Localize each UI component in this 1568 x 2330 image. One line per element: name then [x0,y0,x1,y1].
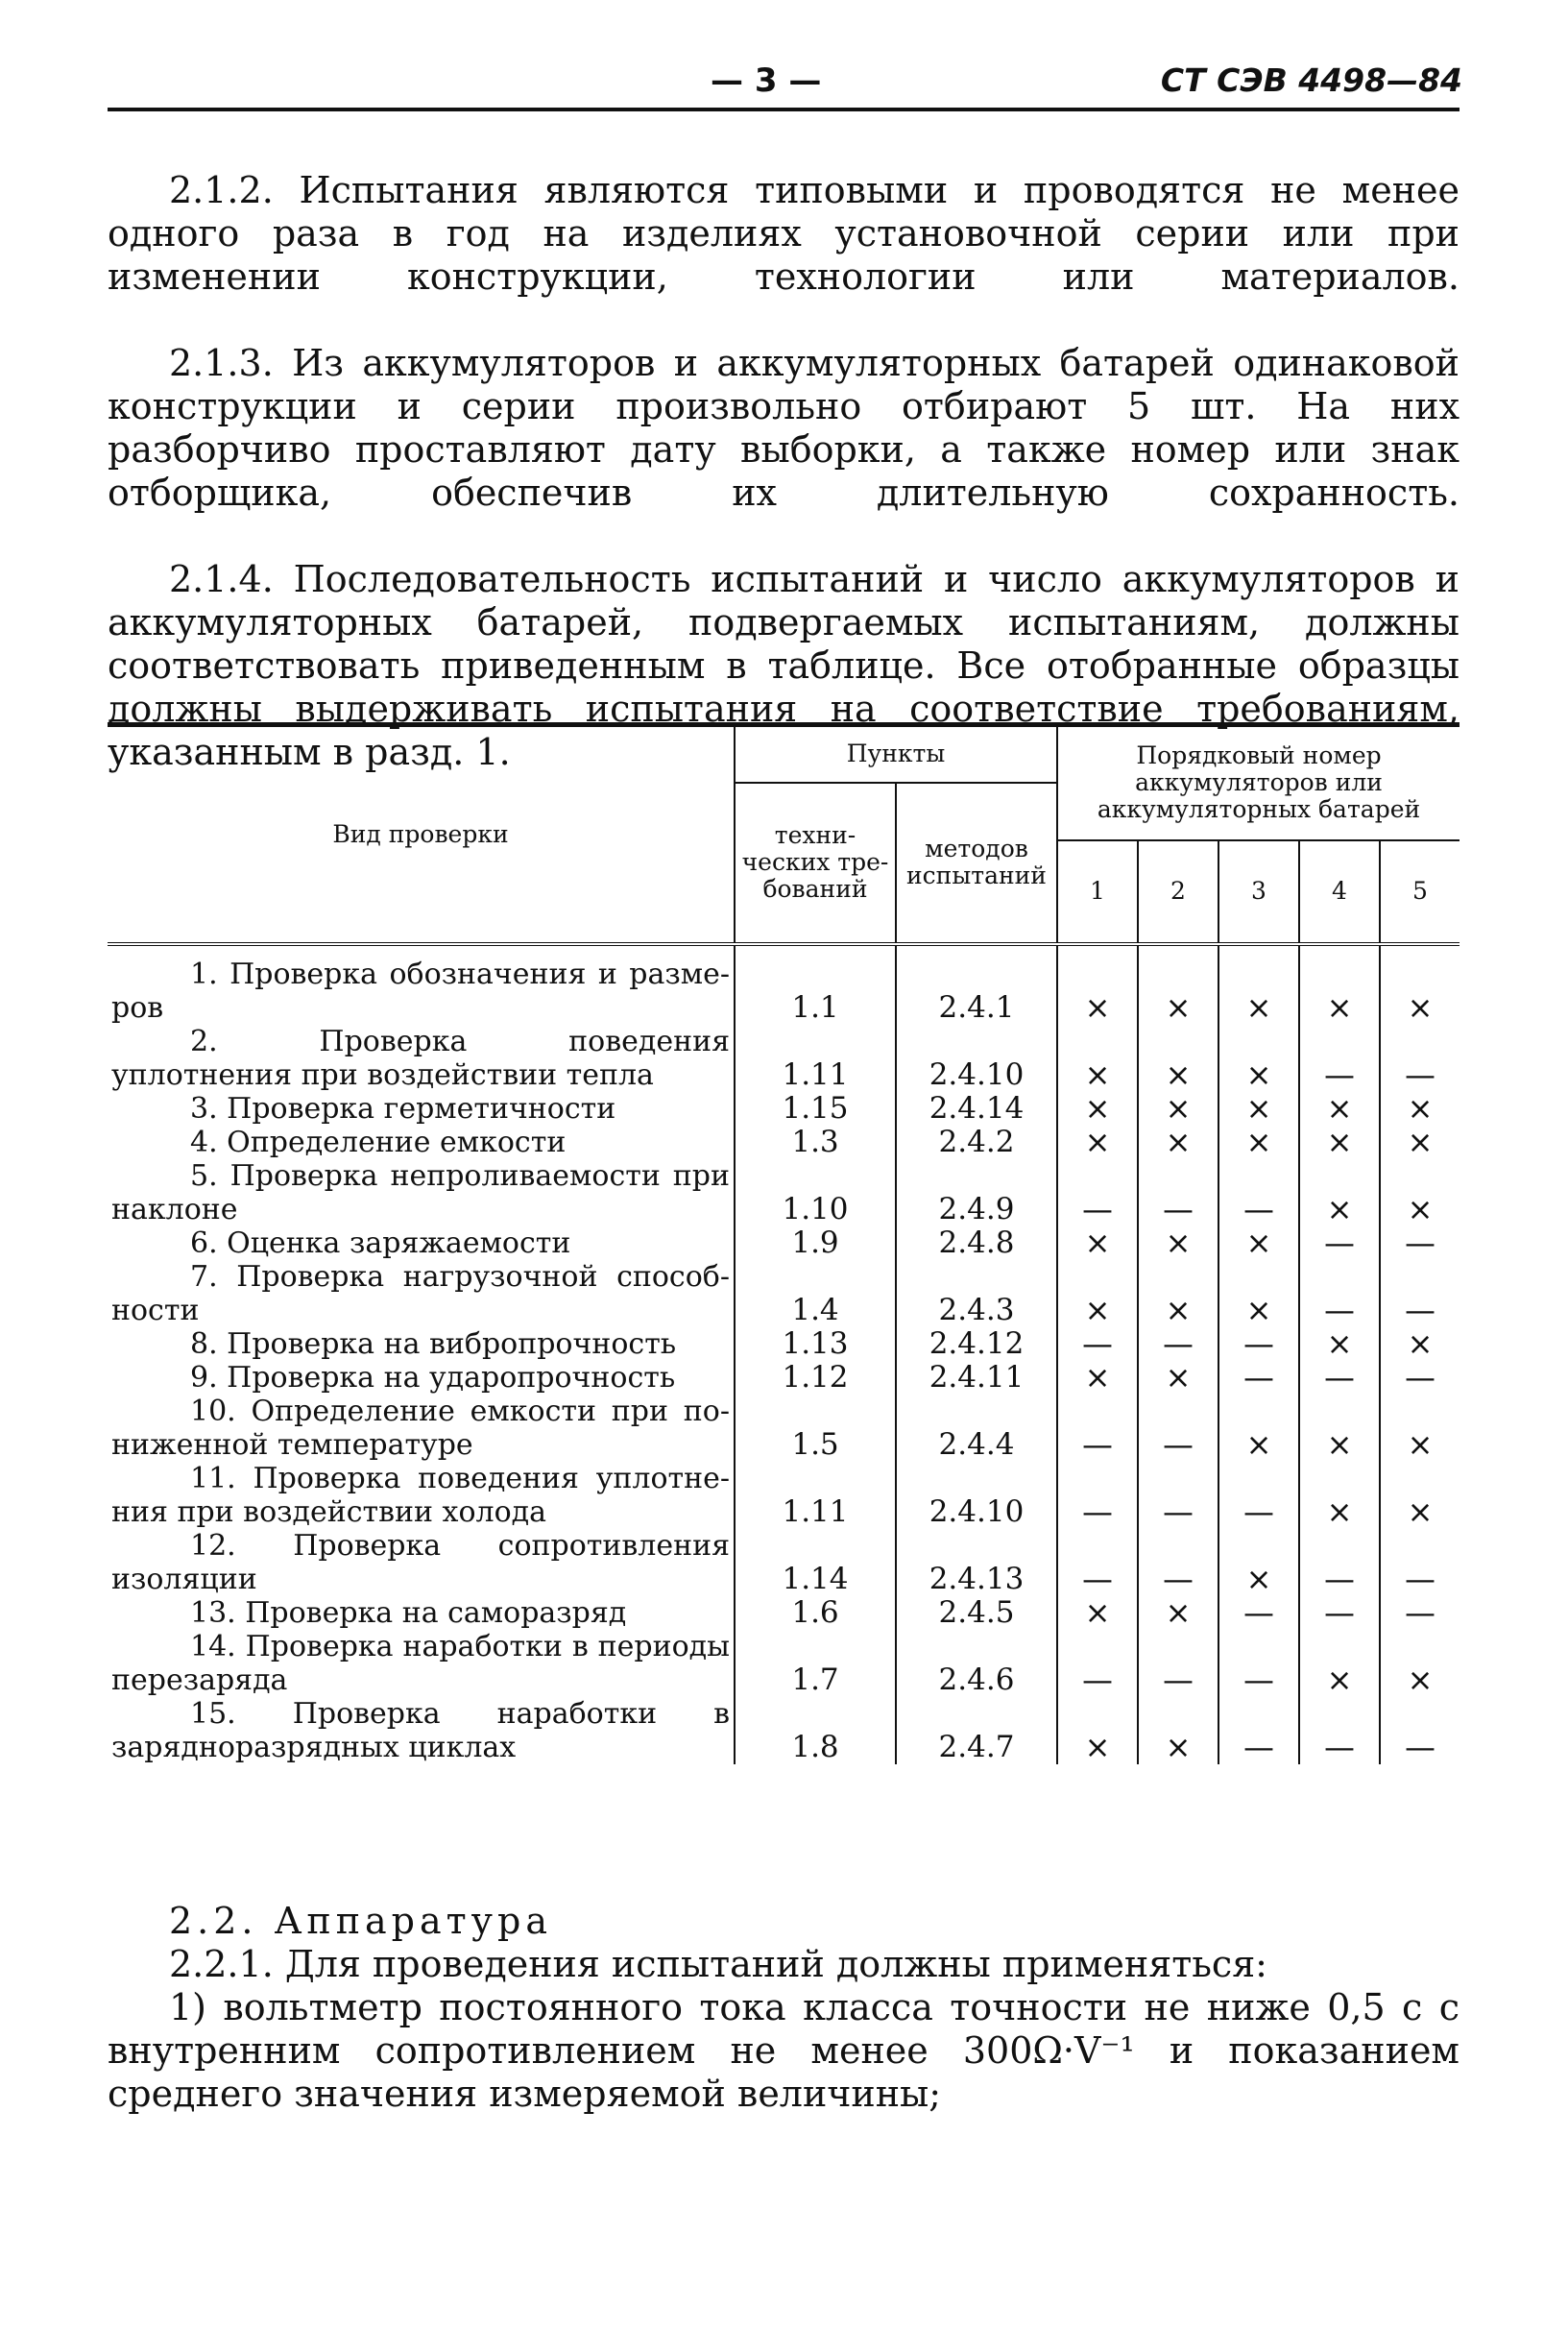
unit-mark-4: × [1299,1092,1380,1126]
unit-mark-2: × [1138,1092,1218,1126]
tech-req-ref: 1.1 [735,944,896,1025]
test-name: 2. Проверка поведения уплотнения при воздействии тепла [111,1024,730,1092]
tech-req-ref: 1.13 [735,1327,896,1361]
unit-mark-2: × [1138,1126,1218,1159]
test-name: 3. Проверка герметичности [190,1091,616,1126]
method-ref: 2.4.5 [896,1596,1057,1630]
tech-req-ref: 1.11 [735,1462,896,1529]
method-ref: 2.4.10 [896,1462,1057,1529]
method-ref: 2.4.8 [896,1226,1057,1260]
test-name: 11. Проверка поведения уплотнения при воздействии холода [111,1461,730,1529]
method-ref: 2.4.9 [896,1159,1057,1226]
unit-mark-3: × [1218,1092,1299,1126]
unit-mark-5: × [1380,1462,1459,1529]
test-name: 9. Проверка на ударопрочность [190,1360,676,1395]
unit-mark-3: × [1218,1260,1299,1327]
table-row [108,1025,1459,1092]
table-row [108,1697,1459,1764]
unit-mark-3: — [1218,1327,1299,1361]
unit-mark-4: — [1299,1596,1380,1630]
unit-mark-4: × [1299,1630,1380,1697]
unit-mark-4: — [1299,1260,1380,1327]
intro-text [108,169,1459,774]
method-ref: 2.4.12 [896,1327,1057,1361]
unit-mark-1: × [1057,1260,1138,1327]
tech-req-ref: 1.7 [735,1630,896,1697]
method-ref: 2.4.2 [896,1126,1057,1159]
unit-mark-2: — [1138,1327,1218,1361]
test-name: 14. Проверка наработки в периоды перезаряда [111,1629,730,1697]
table-row [108,1596,1459,1630]
unit-mark-3: — [1218,1630,1299,1697]
table-row [108,1092,1459,1126]
unit-mark-4: — [1299,1025,1380,1092]
section-2-2 [108,1900,1459,2116]
tech-req-ref: 1.3 [735,1126,896,1159]
paragraph-2-1-4: 2.1.4. Последовательность испытаний и число аккумуляторов и аккумуляторных батарей, подвергаемых испытаниям, должны соответствовать приведенным в таблице. Все отобранные образцы должны выдерживать испытания на соответствие требованиям, указанным в разд. 1. [108,558,1459,773]
method-ref: 2.4.11 [896,1361,1057,1395]
table-row [108,1529,1459,1596]
unit-number-2: 2 [1138,840,1218,944]
paragraph-2-1-2: 2.1.2. Испытания являются типовыми и проводятся не менее одного раза в год на изделиях установочной серии или при изменении конструкции, технологии или материалов. [108,169,1459,298]
table-row [108,1159,1459,1226]
unit-mark-3: — [1218,1697,1299,1764]
table-row [108,1126,1459,1159]
method-ref: 2.4.14 [896,1092,1057,1126]
unit-mark-1: × [1057,1596,1138,1630]
unit-mark-4: × [1299,1126,1380,1159]
table-row [108,1226,1459,1260]
unit-mark-3: — [1218,1462,1299,1529]
col-header-tech-req: технических требований [735,783,896,944]
unit-mark-5: — [1380,1025,1459,1092]
equipment-item-1: 1) вольтметр постоянного тока класса точности не ниже 0,5 с с внутренним сопротивлением не менее 300Ω·V⁻¹ и показанием среднего значения измеряемой величины; [108,1986,1459,2115]
unit-mark-5: — [1380,1529,1459,1596]
test-name: 5. Проверка непроливаемости при наклоне [111,1158,730,1226]
unit-mark-2: — [1138,1395,1218,1462]
test-name: 10. Определение емкости при пониженной температуре [111,1394,730,1462]
unit-number-3: 3 [1218,840,1299,944]
unit-mark-3: × [1218,1395,1299,1462]
method-ref: 2.4.1 [896,944,1057,1025]
method-ref: 2.4.13 [896,1529,1057,1596]
unit-mark-1: — [1057,1159,1138,1226]
col-header-methods: методов испытаний [896,783,1057,944]
table-row [108,944,1459,1025]
test-name: 12. Проверка сопротивления изоляции [111,1528,730,1596]
unit-mark-5: — [1380,1596,1459,1630]
table-row [108,1260,1459,1327]
unit-mark-2: × [1138,1226,1218,1260]
col-header-test-type: Вид проверки [332,819,509,848]
tech-req-ref: 1.12 [735,1361,896,1395]
method-ref: 2.4.3 [896,1260,1057,1327]
table-row [108,1361,1459,1395]
unit-mark-1: × [1057,1025,1138,1092]
unit-mark-2: — [1138,1462,1218,1529]
unit-number-5: 5 [1380,840,1459,944]
unit-mark-1: — [1057,1462,1138,1529]
unit-mark-2: × [1138,1260,1218,1327]
unit-mark-3: — [1218,1159,1299,1226]
unit-mark-1: — [1057,1327,1138,1361]
unit-mark-4: — [1299,1697,1380,1764]
unit-mark-3: × [1218,1529,1299,1596]
tech-req-ref: 1.10 [735,1159,896,1226]
tech-req-ref: 1.4 [735,1260,896,1327]
method-ref: 2.4.10 [896,1025,1057,1092]
unit-mark-4: × [1299,1327,1380,1361]
method-ref: 2.4.6 [896,1630,1057,1697]
tech-req-ref: 1.11 [735,1025,896,1092]
unit-mark-4: — [1299,1361,1380,1395]
tech-req-ref: 1.15 [735,1092,896,1126]
test-name: 1. Проверка обозначения и размеров [111,957,730,1025]
unit-mark-5: × [1380,1126,1459,1159]
unit-mark-4: × [1299,944,1380,1025]
unit-mark-5: — [1380,1361,1459,1395]
unit-mark-1: — [1057,1529,1138,1596]
unit-mark-4: — [1299,1226,1380,1260]
unit-mark-2: × [1138,1361,1218,1395]
table-row [108,1327,1459,1361]
section-heading: 2.2. Аппаратура [169,1900,553,1942]
test-name: 4. Определение емкости [190,1125,567,1159]
unit-mark-2: × [1138,1596,1218,1630]
page-number: — 3 — [711,61,822,100]
unit-mark-5: — [1380,1260,1459,1327]
unit-mark-1: × [1057,1697,1138,1764]
unit-number-4: 4 [1299,840,1380,944]
method-ref: 2.4.4 [896,1395,1057,1462]
unit-mark-2: × [1138,944,1218,1025]
unit-mark-5: × [1380,1395,1459,1462]
unit-mark-4: — [1299,1529,1380,1596]
unit-mark-1: × [1057,1226,1138,1260]
unit-mark-2: — [1138,1159,1218,1226]
unit-mark-3: × [1218,944,1299,1025]
unit-mark-4: × [1299,1395,1380,1462]
method-ref: 2.4.7 [896,1697,1057,1764]
unit-mark-1: × [1057,1092,1138,1126]
table-row [108,1630,1459,1697]
unit-mark-1: × [1057,1361,1138,1395]
unit-mark-5: × [1380,1630,1459,1697]
header-rule [108,108,1459,111]
unit-number-1: 1 [1057,840,1138,944]
test-name: 13. Проверка на саморазряд [190,1595,627,1630]
unit-mark-1: × [1057,1126,1138,1159]
tech-req-ref: 1.6 [735,1596,896,1630]
unit-mark-2: × [1138,1697,1218,1764]
unit-mark-5: × [1380,1327,1459,1361]
unit-mark-3: — [1218,1361,1299,1395]
paragraph-2-1-3: 2.1.3. Из аккумуляторов и аккумуляторных батарей одинаковой конструкции и серии произвольно отбирают 5 шт. На них разборчиво проставляют дату выборки, а также номер или знак отборщика, обеспечив их длительную сохранность. [108,342,1459,514]
unit-mark-2: — [1138,1529,1218,1596]
col-group-points: Пункты [735,725,1057,783]
unit-mark-3: × [1218,1126,1299,1159]
test-name: 15. Проверка наработки в зарядноразрядных циклах [111,1696,730,1764]
unit-mark-2: — [1138,1630,1218,1697]
document-code: СТ СЭВ 4498—84 [1160,61,1462,99]
test-name: 8. Проверка на вибропрочность [190,1326,677,1361]
unit-mark-5: — [1380,1226,1459,1260]
unit-mark-5: × [1380,944,1459,1025]
tech-req-ref: 1.9 [735,1226,896,1260]
tech-req-ref: 1.14 [735,1529,896,1596]
test-name: 6. Оценка заряжаемости [190,1226,571,1260]
table-row [108,1395,1459,1462]
unit-mark-4: × [1299,1462,1380,1529]
unit-mark-3: — [1218,1596,1299,1630]
tech-req-ref: 1.8 [735,1697,896,1764]
col-group-unit-numbers: Порядковый номер аккумуляторов или аккумуляторных батарей [1057,725,1459,840]
test-name: 7. Проверка нагрузочной способности [111,1259,730,1327]
unit-mark-3: × [1218,1226,1299,1260]
tech-req-ref: 1.5 [735,1395,896,1462]
unit-mark-5: × [1380,1159,1459,1226]
test-sequence-table [108,722,1459,1764]
unit-mark-1: — [1057,1395,1138,1462]
unit-mark-4: × [1299,1159,1380,1226]
unit-mark-5: — [1380,1697,1459,1764]
section-lead: 2.2.1. Для проведения испытаний должны применяться: [169,1943,1267,1985]
table-row [108,1462,1459,1529]
unit-mark-2: × [1138,1025,1218,1092]
unit-mark-1: — [1057,1630,1138,1697]
unit-mark-3: × [1218,1025,1299,1092]
unit-mark-1: × [1057,944,1138,1025]
unit-mark-5: × [1380,1092,1459,1126]
